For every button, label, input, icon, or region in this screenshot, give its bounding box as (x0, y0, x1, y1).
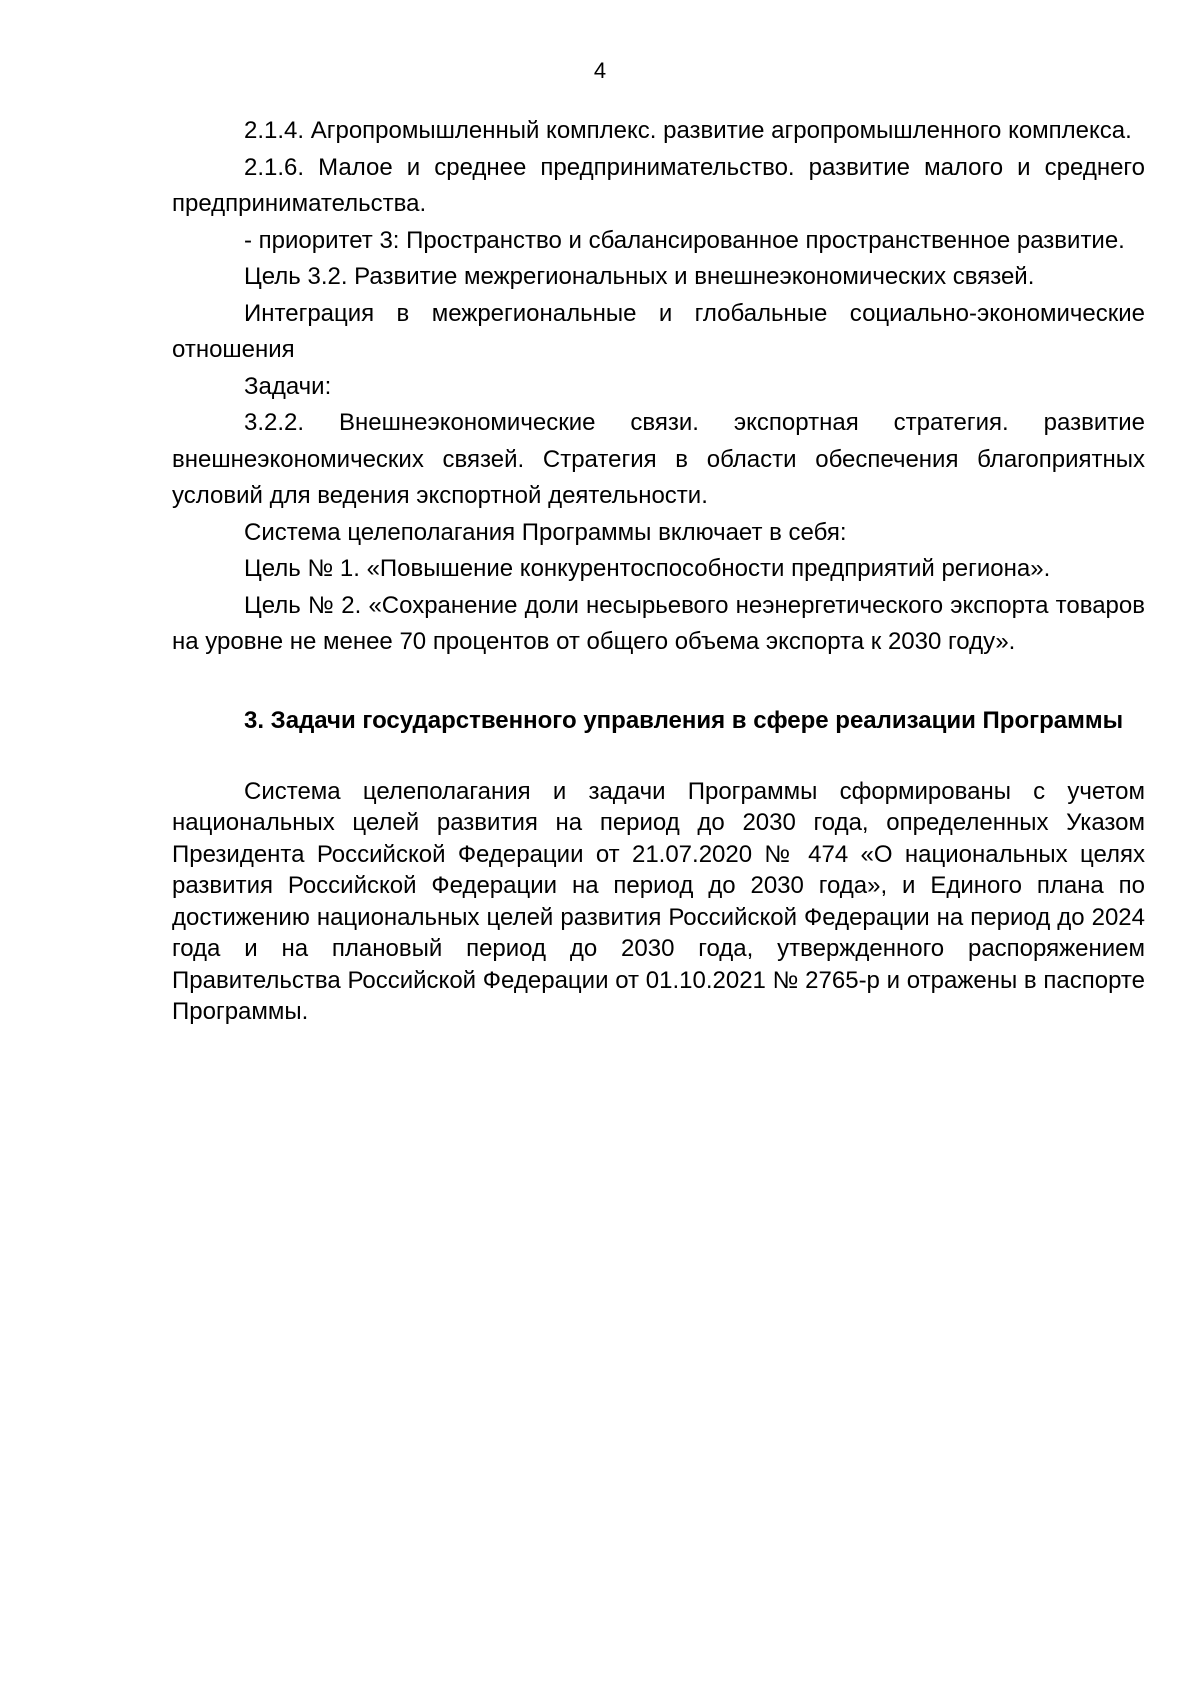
section-heading: 3. Задачи государственного управления в сфере реализации Программы (244, 706, 1124, 734)
paragraph-goal-system: Система целеполагания Программы включает в себя: (244, 518, 847, 546)
paragraph-goal-1: Цель № 1. «Повышение конкурентоспособности предприятий региона». (244, 555, 1051, 582)
paragraph-agro: 2.1.4. Агропромышленный комплекс. развитие агропромышленного комплекса. (244, 117, 1132, 144)
paragraph-export-strategy: 3.2.2. Внешнеэкономические связи. экспортная стратегия. развитие внешнеэкономических связей. Стратегия в области обеспечения благоприятных условий для ведения экспортной деятельности. (172, 409, 1145, 509)
paragraph-goal-3-2: Цель 3.2. Развитие межрегиональных и внешнеэкономических связей. (244, 263, 1035, 290)
page-number: 4 (593, 58, 607, 83)
document-body (172, 113, 1145, 1028)
paragraph-goal-2: Цель № 2. «Сохранение доли несырьевого неэнергетического экспорта товаров на уровне не менее 70 процентов от общего объема экспорта к 2030 году». (172, 591, 1145, 655)
paragraph-integration: Интеграция в межрегиональные и глобальные социально-экономические отношения (172, 299, 1145, 363)
paragraph-priority-3: - приоритет 3: Пространство и сбалансированное пространственное развитие. (244, 226, 1125, 254)
section-body: Система целеполагания и задачи Программы сформированы с учетом национальных целей развития на период до 2030 года, определенных Указом Президента Российской Федерации от 21.07.2020 № 474 «О национальных целях развития Российской Федерации на период до 2030 года», и Единого плана по достижению национальных целей развития Российской Федерации на период до 2024 года и на плановый период до 2030 года, утвержденного распоряжением Правительства Российской Федерации от 01.10.2021 № 2765-р и отражены в паспорте Программы. (172, 777, 1145, 1025)
paragraph-small-business: 2.1.6. Малое и среднее предпринимательство. развитие малого и среднего предпринимательства. (172, 153, 1145, 217)
paragraph-tasks-label: Задачи: (244, 372, 332, 400)
